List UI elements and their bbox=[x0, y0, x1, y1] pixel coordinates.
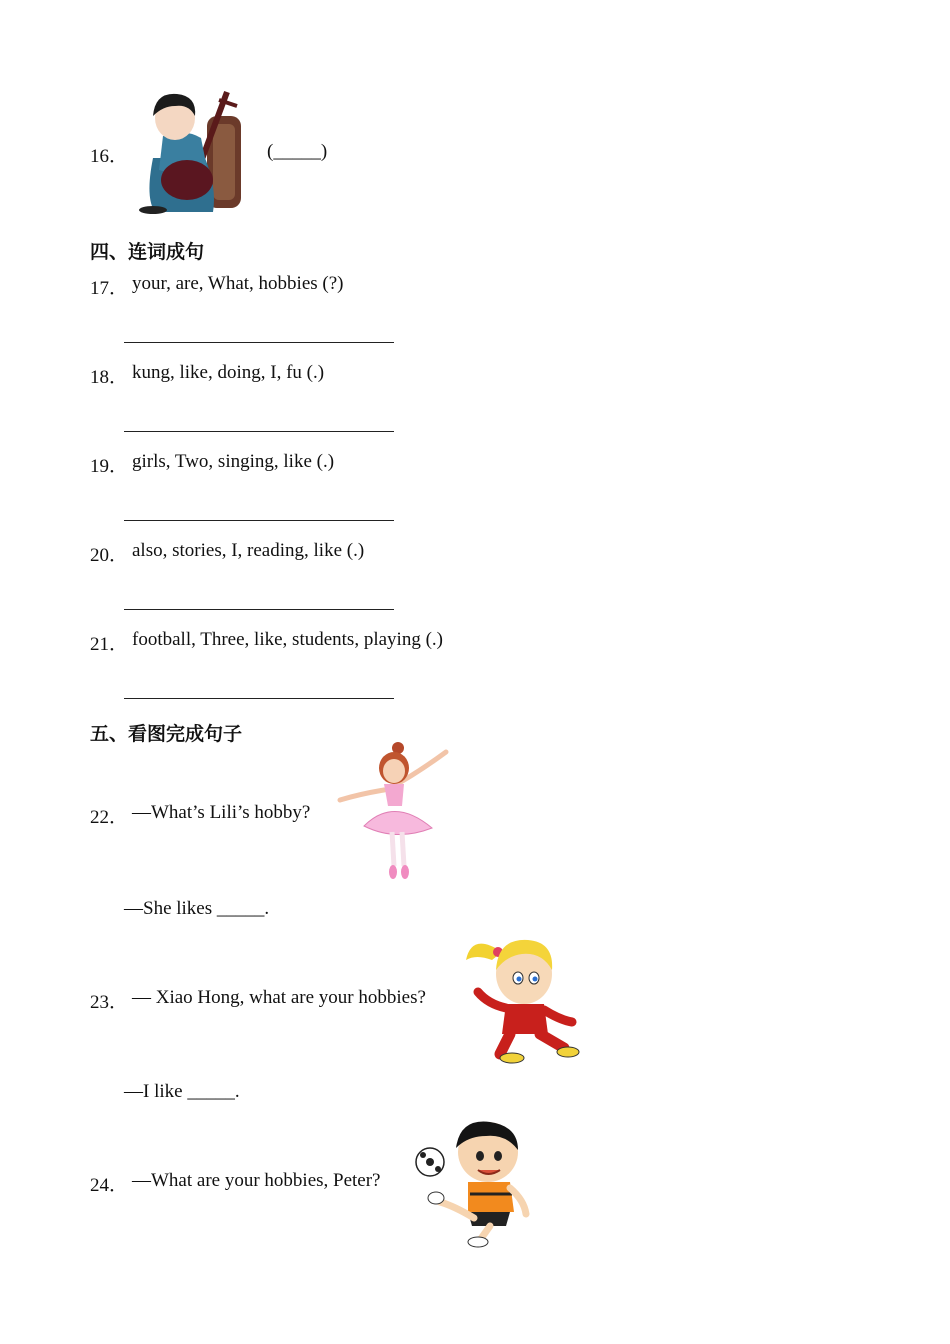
question-24-number: 24． bbox=[90, 1175, 129, 1196]
question-22-number: 22． bbox=[90, 807, 129, 828]
kung-fu-girl-picture bbox=[462, 930, 584, 1066]
erhu-player-picture bbox=[135, 88, 245, 214]
question-21-answer-line bbox=[124, 698, 394, 699]
question-22-answer: —She likes _____. bbox=[124, 898, 270, 919]
question-22-text: —What’s Lili’s hobby? bbox=[132, 802, 311, 823]
question-21-words: football, Three, like, students, playing (.) bbox=[132, 629, 443, 650]
question-19-answer-line bbox=[124, 520, 394, 521]
question-23-number: 23． bbox=[90, 992, 129, 1013]
ballerina-picture bbox=[336, 744, 454, 882]
question-18-words: kung, like, doing, I, fu (.) bbox=[132, 362, 325, 383]
section-5-heading: 五、看图完成句子 bbox=[90, 723, 243, 745]
question-20-number: 20． bbox=[90, 545, 129, 566]
question-21-number: 21． bbox=[90, 634, 129, 655]
question-23-answer: —I like _____. bbox=[124, 1081, 240, 1102]
question-16-answer-blank: (_____) bbox=[267, 141, 328, 162]
question-23-text: — Xiao Hong, what are your hobbies? bbox=[132, 987, 426, 1008]
question-17-words: your, are, What, hobbies (?) bbox=[132, 273, 344, 294]
question-18-answer-line bbox=[124, 431, 394, 432]
section-4-heading: 四、连词成句 bbox=[90, 241, 205, 263]
question-17-number: 17． bbox=[90, 278, 129, 299]
question-24-text: —What are your hobbies, Peter? bbox=[132, 1170, 381, 1191]
question-19-words: girls, Two, singing, like (.) bbox=[132, 451, 335, 472]
question-17-answer-line bbox=[124, 342, 394, 343]
question-18-number: 18． bbox=[90, 367, 129, 388]
football-boy-picture bbox=[414, 1118, 534, 1248]
question-20-words: also, stories, I, reading, like (.) bbox=[132, 540, 365, 561]
question-16-number: 16． bbox=[90, 146, 129, 167]
question-19-number: 19． bbox=[90, 456, 129, 477]
question-20-answer-line bbox=[124, 609, 394, 610]
